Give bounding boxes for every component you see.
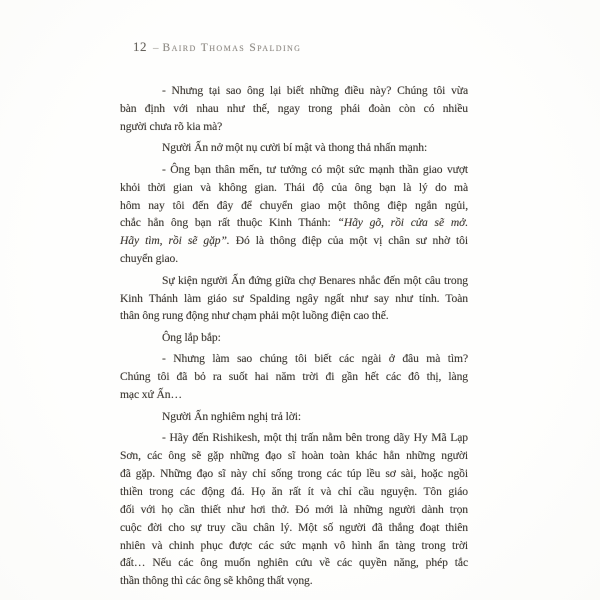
text-line: Người Ấn nghiêm nghị trả lời: (162, 409, 301, 423)
text-line: mạc xứ Ấn… (120, 388, 182, 402)
paragraph (120, 408, 468, 426)
text-line: - Nhưng tại sao ông lại biết những điều này? Chúng tôi vừa (162, 84, 468, 97)
text-line: Kinh Thánh làm giáo sư Spalding ngây ngất như say như tỉnh. Toàn (120, 291, 468, 305)
paragraph (120, 329, 468, 347)
text-line: Ông lắp bắp: (162, 330, 221, 344)
text-line: thần thông thì các ông sẽ không thất vọng. (120, 574, 313, 588)
text-line: chuyển giao. (120, 252, 179, 266)
text-line: hôm nay tôi đến đây để chuyển giao một thông điệp ngắn ngủi, (120, 198, 468, 212)
text-line: Hãy tìm, rồi sẽ gặp”. Đó là thông điệp của một vị chân sư nhờ tôi (120, 234, 468, 248)
paragraph (120, 82, 468, 136)
text-line: Chúng tôi đã bỏ ra suốt hai năm trời đi gần hết các đô thị, làng (120, 370, 468, 384)
text-line: thiền trong các động đá. Họ ăn rất ít và chỉ cầu nguyện. Tôn giáo (120, 484, 468, 498)
text-line: chắc hẳn ông bạn rất thuộc Kinh Thánh: “Hãy gõ, rồi cửa sẽ mở. (120, 216, 468, 230)
text-line: Sơn, các ông sẽ gặp những đạo sĩ hoàn toàn khác hẳn những người (120, 449, 468, 463)
paragraph (120, 429, 468, 590)
text-line: - Nhưng làm sao chúng tôi biết các ngài ở đâu mà tìm? (162, 352, 468, 366)
header-separator: – (153, 42, 159, 54)
text-line: Sự kiện người Ấn đứng giữa chợ Benares nhắc đến một câu trong (162, 273, 468, 287)
text-line: - Ông bạn thân mến, tư tưởng có một sức mạnh thần giao vượt (162, 162, 468, 176)
page-number: 12 (133, 39, 147, 54)
text-block (120, 82, 468, 594)
text-line: người chưa rõ kia mà? (120, 119, 223, 133)
text-line: - Hãy đến Rishikesh, một thị trấn nằm bên trong dãy Hy Mã Lạp (162, 431, 468, 445)
text-line: nhiên và chinh phục được các sức mạnh vô hình ẩn tàng trong trời (120, 538, 468, 552)
text-line: đã gặp. Những đạo sĩ này chỉ sống trong các túp lều sơ sài, hoặc ngồi (120, 466, 468, 480)
paragraph (120, 161, 468, 268)
text-line: đối với họ cần thiết như hơi thở. Đó mới là những người dành trọn (120, 502, 468, 516)
text-line: khỏi thời gian và không gian. Thái độ của ông bạn là lý do mà (120, 180, 468, 194)
text-line: Người Ấn nở một nụ cười bí mật và thong thả nhấn mạnh: (162, 141, 428, 155)
text-line: cuộc đời cho sự truy cầu chân lý. Một số người đã thắng đoạt thiên (120, 520, 468, 534)
text-line: thân ông rung động như chạm phải một luồng điện cao thế. (120, 309, 389, 323)
running-header (133, 38, 301, 56)
running-title: Baird Thomas Spalding (162, 42, 302, 54)
paragraph (120, 139, 468, 157)
text-line: đất… Nếu các ông muốn nghiên cứu về các quyền năng, phép tắc (120, 556, 468, 570)
paragraph (120, 272, 468, 326)
paragraph (120, 350, 468, 404)
text-line: bàn định với nhau như thế, ngay trong phái đoàn còn có nhiều (120, 101, 468, 115)
